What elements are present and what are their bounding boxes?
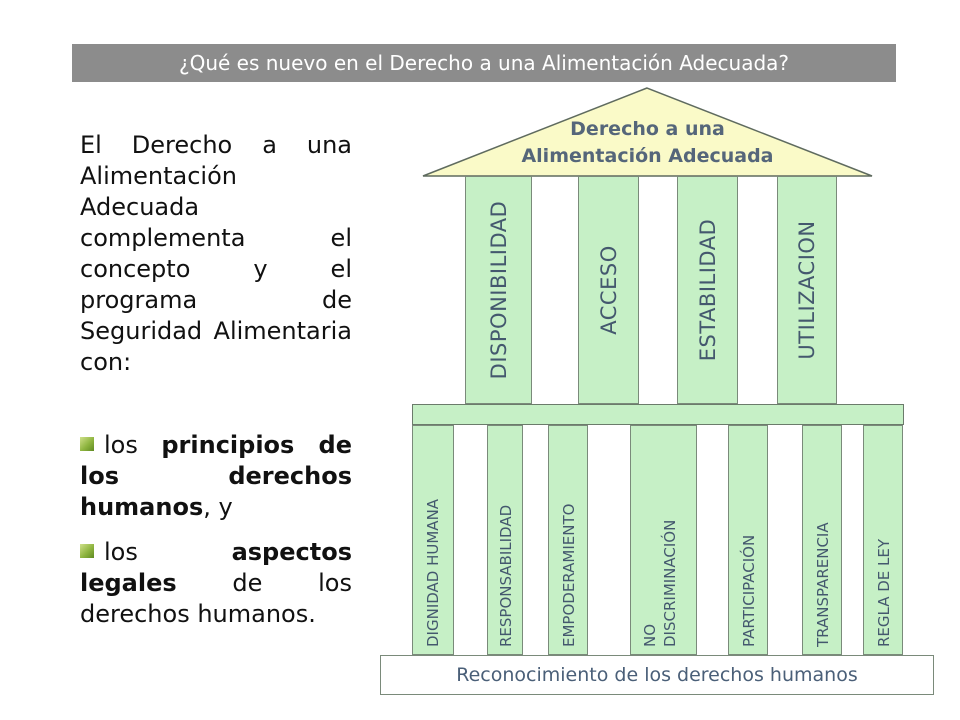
main-pillar-disponibilidad: DISPONIBILIDAD <box>465 176 532 404</box>
intro-text: El Derecho a una Alimentación Adecuada complementa el concepto y el programa de Seguridad Alimentaria con: <box>80 131 352 376</box>
principle-label-no: NO <box>641 623 659 647</box>
principle-label-responsabilidad: RESPONSABILIDAD <box>497 504 515 647</box>
bullet-item-principles: los principios de los derechos humanos, y <box>80 431 352 521</box>
diagram-base: Reconocimiento de los derechos humanos <box>380 655 934 695</box>
principle-label-transparencia: TRANSPARENCIA <box>814 522 832 647</box>
principle-label-empoderamiento: EMPODERAMIENTO <box>560 503 578 647</box>
principle-label-participacion: PARTICIPACIÓN <box>740 534 758 647</box>
bullet-item-legal: los aspectos legales de los derechos humanos. <box>80 538 352 628</box>
main-pillar-acceso: ACCESO <box>578 176 639 404</box>
roof-label: Derecho a una Alimentación Adecuada <box>521 118 774 167</box>
principle-label-regla-de-ley: REGLA DE LEY <box>875 538 893 647</box>
principle-label-dignidad: DIGNIDAD HUMANA <box>424 498 442 647</box>
main-pillar-estabilidad: ESTABILIDAD <box>677 176 738 404</box>
green-square-bullet-icon <box>80 544 94 558</box>
slide-title: ¿Qué es nuevo en el Derecho a una Alimentación Adecuada? <box>72 44 896 82</box>
green-square-bullet-icon <box>80 437 94 451</box>
diagram-beam <box>412 404 904 425</box>
principle-label-discriminacion: DISCRIMINACIÓN <box>661 519 679 647</box>
principle-labels <box>400 425 910 655</box>
main-pillar-utilizacion: UTILIZACION <box>777 176 837 404</box>
